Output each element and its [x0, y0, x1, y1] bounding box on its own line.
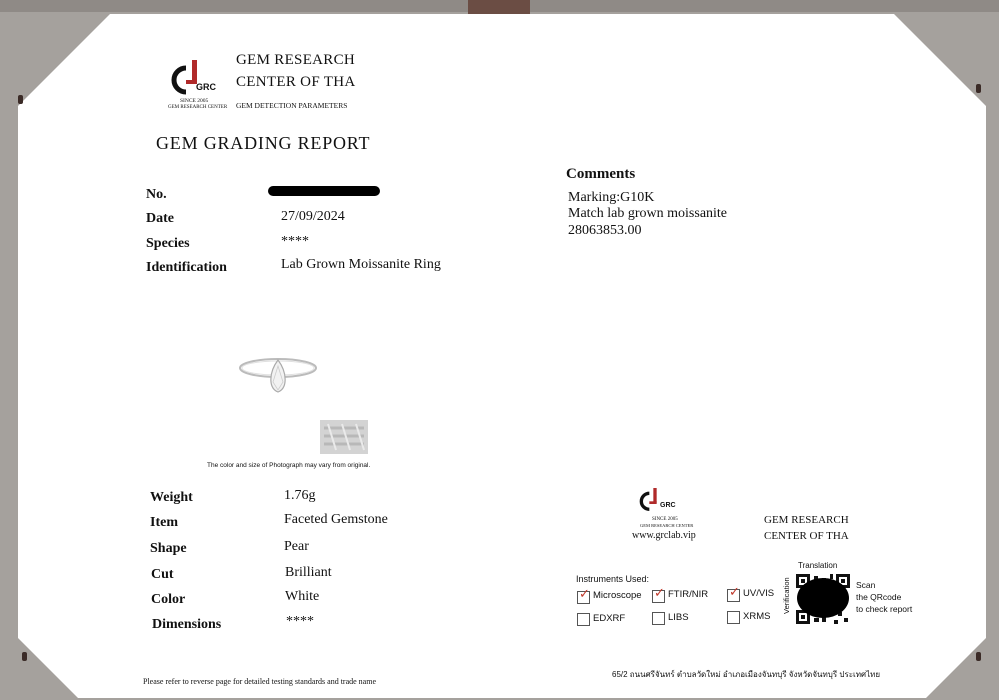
check-mark-icon: ✓: [579, 587, 590, 602]
instrument-label-libs: LIBS: [668, 612, 689, 623]
grc-logo-icon: [636, 484, 676, 516]
qr-instruction-line2: the QRcode: [856, 592, 902, 602]
logo-text: GRC: [196, 82, 216, 92]
redacted-report-number: [268, 186, 380, 196]
corner-holder-top-right: [894, 14, 986, 106]
qr-verification-label: Verification: [782, 577, 791, 614]
checkbox-libs[interactable]: [652, 612, 665, 625]
footer-note: Please refer to reverse page for detailed testing standards and trade name: [143, 677, 377, 686]
check-mark-icon: ✓: [729, 585, 740, 600]
detail-value-cut: Brilliant: [285, 565, 332, 580]
detail-label-dimensions: Dimensions: [152, 617, 222, 632]
instrument-label-microscope: Microscope: [593, 590, 642, 601]
detail-label-shape: Shape: [150, 541, 187, 556]
qr-instruction-line3: to check report: [856, 604, 913, 614]
binder-tab: [468, 0, 530, 14]
qr-translation-label: Translation: [798, 561, 838, 570]
check-mark-icon: ✓: [654, 586, 665, 601]
qr-instruction-line1: Scan: [856, 580, 876, 590]
field-value-date: 27/09/2024: [281, 209, 345, 224]
instrument-label-uv-vis: UV/VIS: [743, 588, 775, 599]
corner-holder-bottom-right: [926, 638, 986, 698]
detail-label-item: Item: [150, 515, 178, 530]
corner-holder-top-left: [18, 14, 110, 106]
detail-value-shape: Pear: [284, 539, 309, 554]
footer-grc-logo: [636, 484, 696, 528]
org-name-line2: CENTER OF THA: [236, 74, 356, 90]
field-value-identification: Lab Grown Moissanite Ring: [281, 257, 441, 272]
detail-value-dimensions: ****: [286, 614, 314, 629]
logo-since: SINCE 2005: [180, 98, 209, 104]
field-value-species: ****: [281, 234, 309, 249]
field-label-identification: Identification: [146, 260, 227, 275]
detail-value-color: White: [285, 589, 320, 604]
comments-heading: Comments: [566, 166, 636, 182]
checkbox-edxrf[interactable]: [577, 613, 590, 626]
qr-code[interactable]: [794, 572, 852, 626]
org-tagline: GEM DETECTION PARAMETERS: [236, 101, 348, 110]
hologram-pattern-icon: [320, 420, 368, 454]
checkbox-ftir-nir[interactable]: [652, 586, 665, 603]
hologram-seal: [320, 420, 368, 454]
grc-logo-icon: [166, 58, 226, 98]
logo-subtext: GEM RESEARCH CENTER: [168, 105, 228, 110]
instrument-label-xrms: XRMS: [743, 611, 771, 622]
corner-clip-icon: [18, 95, 23, 104]
checkbox-microscope[interactable]: [577, 587, 590, 604]
detail-label-cut: Cut: [151, 567, 174, 582]
org-name-line1: GEM RESEARCH: [236, 52, 356, 68]
ring-image: [236, 350, 320, 400]
field-label-no: No.: [146, 187, 167, 202]
checkbox-xrms[interactable]: [727, 611, 740, 624]
footer-org-line2: CENTER OF THA: [764, 530, 849, 542]
instrument-label-ftir-nir: FTIR/NIR: [668, 589, 709, 600]
instruments-heading: Instruments Used:: [576, 574, 650, 584]
field-label-date: Date: [146, 211, 174, 226]
detail-label-weight: Weight: [150, 490, 193, 505]
qr-code-icon: [794, 572, 852, 626]
corner-clip-icon: [22, 652, 27, 661]
website-link[interactable]: www.grclab.vip: [632, 530, 696, 541]
corner-holder-bottom-left: [18, 638, 78, 698]
checkbox-uv-vis[interactable]: [727, 585, 740, 602]
comment-line: Marking:G10K: [568, 190, 655, 205]
comment-line: Match lab grown moissanite: [568, 206, 728, 221]
corner-clip-icon: [976, 84, 981, 93]
footer-org-line1: GEM RESEARCH: [764, 514, 849, 526]
footer-address: 65/2 ถนนศรีจันทร์ ตำบลวัดใหม่ อำเภอเมืองจันทบุรี จังหวัดจันทบุรี ประเทศไทย: [612, 670, 881, 679]
footer-logo-subtext: GEM RESEARCH CENTER: [640, 523, 694, 528]
footer-logo-since: SINCE 2005: [652, 517, 678, 522]
photo-caption: The color and size of Photograph may vary from original.: [207, 462, 371, 469]
comment-line: 28063853.00: [568, 223, 642, 238]
detail-value-item: Faceted Gemstone: [284, 512, 388, 527]
detail-value-weight: 1.76g: [284, 488, 316, 503]
ring-photo: [236, 350, 320, 400]
instrument-label-edxrf: EDXRF: [593, 613, 626, 624]
detail-label-color: Color: [151, 592, 186, 607]
field-label-species: Species: [146, 236, 190, 251]
corner-clip-icon: [976, 652, 981, 661]
report-title: GEM GRADING REPORT: [156, 133, 371, 153]
grc-logo: [166, 58, 226, 114]
footer-logo-text: GRC: [660, 502, 676, 509]
